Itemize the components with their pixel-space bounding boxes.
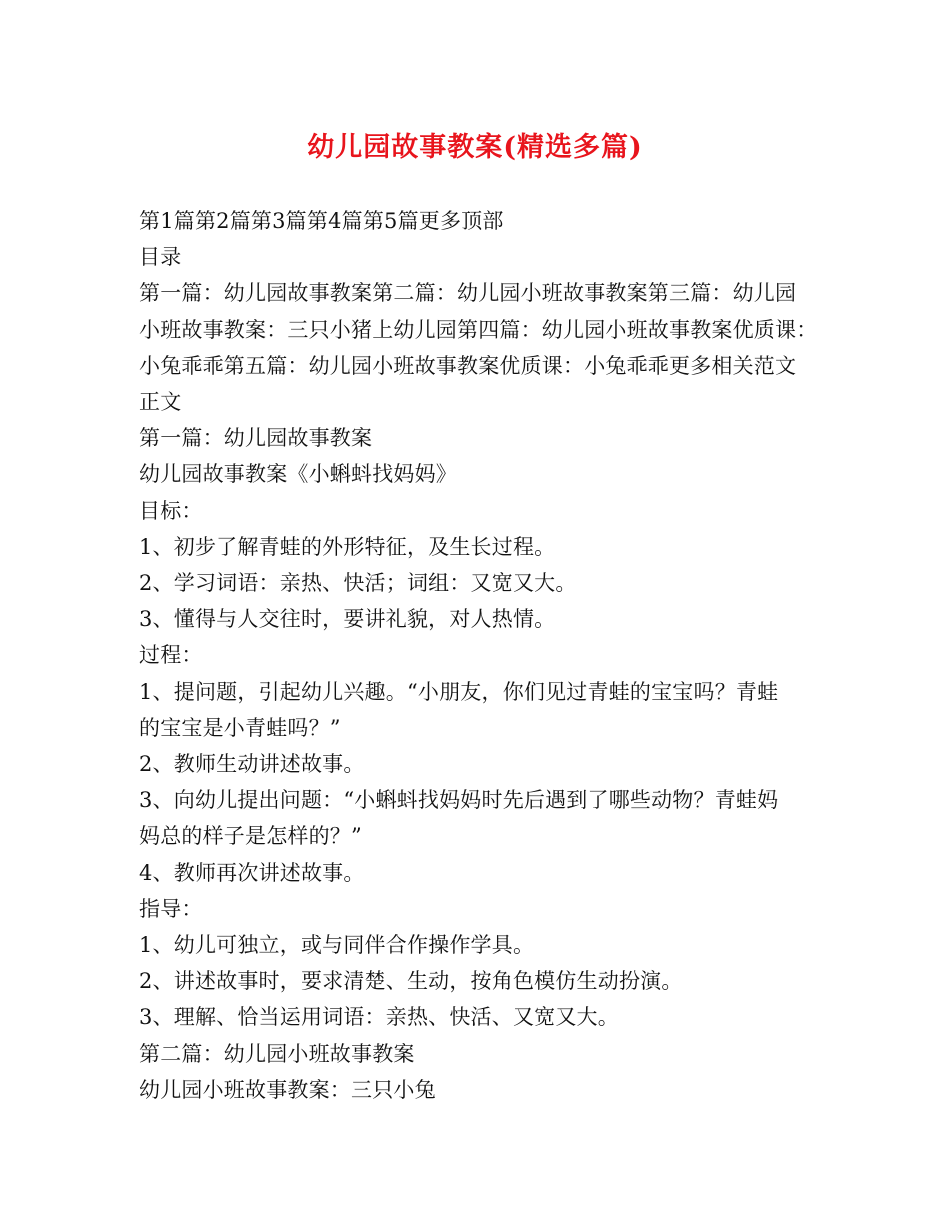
text-line: 1、提问题，引起幼儿兴趣。“小朋友，你们见过青蛙的宝宝吗？青蛙: [139, 679, 779, 704]
text-line: 小兔乖乖第五篇：幼儿园小班故事教案优质课：小兔乖乖更多相关范文: [139, 353, 797, 378]
text-line: 指导：: [139, 896, 203, 921]
text-line: 第一篇：幼儿园故事教案第二篇：幼儿园小班故事教案第三篇：幼儿园: [139, 281, 797, 306]
text-line: 目标：: [139, 498, 203, 523]
document-body: [139, 203, 819, 1108]
text-line: 幼儿园故事教案《小蝌蚪找妈妈》: [139, 462, 457, 487]
text-line: 2、教师生动讲述故事。: [139, 752, 365, 777]
text-line: 1、幼儿可独立，或与同伴合作操作学具。: [139, 933, 535, 958]
text-line: 幼儿园小班故事教案：三只小兔: [139, 1077, 436, 1102]
document-title: 幼儿园故事教案(精选多篇): [307, 132, 643, 163]
text-line: 3、理解、恰当运用词语：亲热、快活、又宽又大。: [139, 1005, 619, 1030]
text-line: 第1篇第2篇第3篇第4篇第5篇更多顶部: [139, 209, 504, 233]
text-line: 的宝宝是小青蛙吗？”: [139, 715, 341, 740]
text-line: 过程：: [139, 643, 203, 668]
text-line: 小班故事教案：三只小猪上幼儿园第四篇：幼儿园小班故事教案优质课：: [139, 317, 818, 342]
text-line: 第一篇：幼儿园故事教案: [139, 426, 373, 451]
text-line: 3、懂得与人交往时，要讲礼貌，对人热情。: [139, 607, 556, 632]
text-line: 妈总的样子是怎样的？”: [139, 824, 362, 849]
text-line: 正文: [139, 390, 182, 415]
text-line: 2、讲述故事时，要求清楚、生动，按角色模仿生动扮演。: [139, 969, 683, 994]
text-line: 1、初步了解青蛙的外形特征，及生长过程。: [139, 534, 556, 559]
text-line: 3、向幼儿提出问题：“小蝌蚪找妈妈时先后遇到了哪些动物？青蛙妈: [139, 788, 779, 813]
text-line: 4、教师再次讲述故事。: [139, 860, 365, 885]
text-line: 目录: [139, 245, 182, 270]
text-line: 2、学习词语：亲热、快活；词组：又宽又大。: [139, 571, 577, 596]
text-line: 第二篇：幼儿园小班故事教案: [139, 1041, 415, 1066]
